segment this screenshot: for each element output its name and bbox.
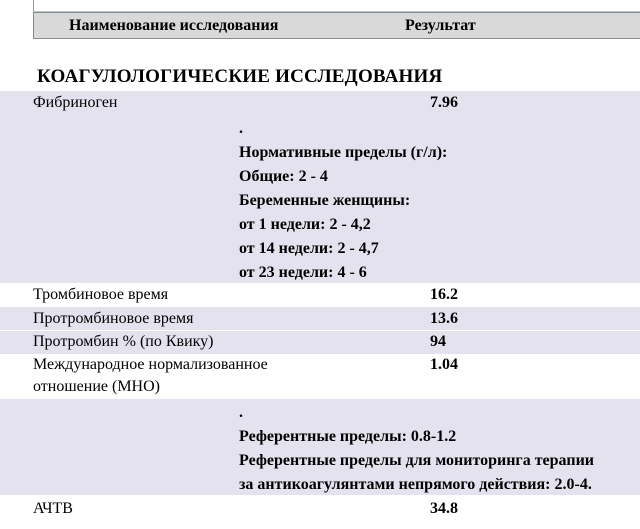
test-value: 16.2 bbox=[430, 286, 458, 303]
test-name: АЧТВ bbox=[33, 500, 73, 517]
test-value: 7.96 bbox=[430, 94, 458, 111]
reference-line: за антикоагулянтами непрямого действия: 2.0-4. bbox=[239, 476, 592, 493]
header-name-column: Наименование исследования bbox=[69, 17, 279, 34]
reference-line: Референтные пределы для мониторинга терапии bbox=[239, 452, 594, 469]
reference-ranges-fibrinogen bbox=[239, 117, 447, 285]
reference-line: . bbox=[239, 120, 243, 137]
top-border-strip bbox=[0, 0, 640, 12]
reference-ranges-inr bbox=[239, 401, 594, 497]
test-value: 34.8 bbox=[430, 500, 458, 517]
header-result-column: Результат bbox=[405, 17, 476, 34]
table-row-fibrinogen bbox=[0, 91, 640, 283]
reference-line: . bbox=[239, 404, 243, 421]
reference-line: от 1 недели: 2 - 4,2 bbox=[239, 216, 371, 233]
test-value: 13.6 bbox=[430, 310, 458, 327]
table-row-prothrombin-time bbox=[0, 307, 640, 331]
table-row-inr bbox=[0, 354, 640, 399]
test-name: Тромбиновое время bbox=[33, 286, 169, 303]
test-value: 1.04 bbox=[430, 356, 458, 373]
reference-line: Нормативные пределы (г/л): bbox=[239, 144, 448, 161]
table-header-row bbox=[33, 12, 640, 39]
test-name: Протромбин % (по Квику) bbox=[33, 333, 214, 350]
table-row-thrombin-time bbox=[0, 283, 640, 307]
test-name: Фибриноген bbox=[33, 94, 118, 111]
test-name: Протромбиновое время bbox=[33, 310, 194, 327]
section-title: КОАГУЛОЛОГИЧЕСКИЕ ИССЛЕДОВАНИЯ bbox=[37, 66, 443, 87]
test-name-line: отношение (МНО) bbox=[33, 378, 160, 395]
table-row-prothrombin-quick bbox=[0, 331, 640, 354]
reference-line: Общие: 2 - 4 bbox=[239, 168, 328, 185]
test-value: 94 bbox=[430, 333, 446, 350]
table-row-aptt bbox=[0, 496, 640, 529]
reference-line: от 14 недели: 2 - 4,7 bbox=[239, 240, 379, 257]
reference-line: Беременные женщины: bbox=[239, 192, 411, 209]
test-name-line: Международное нормализованное bbox=[33, 356, 268, 373]
inr-reference-row bbox=[0, 399, 640, 495]
reference-line: Референтные пределы: 0.8-1.2 bbox=[239, 428, 457, 445]
reference-line: от 23 недели: 4 - 6 bbox=[239, 264, 367, 281]
